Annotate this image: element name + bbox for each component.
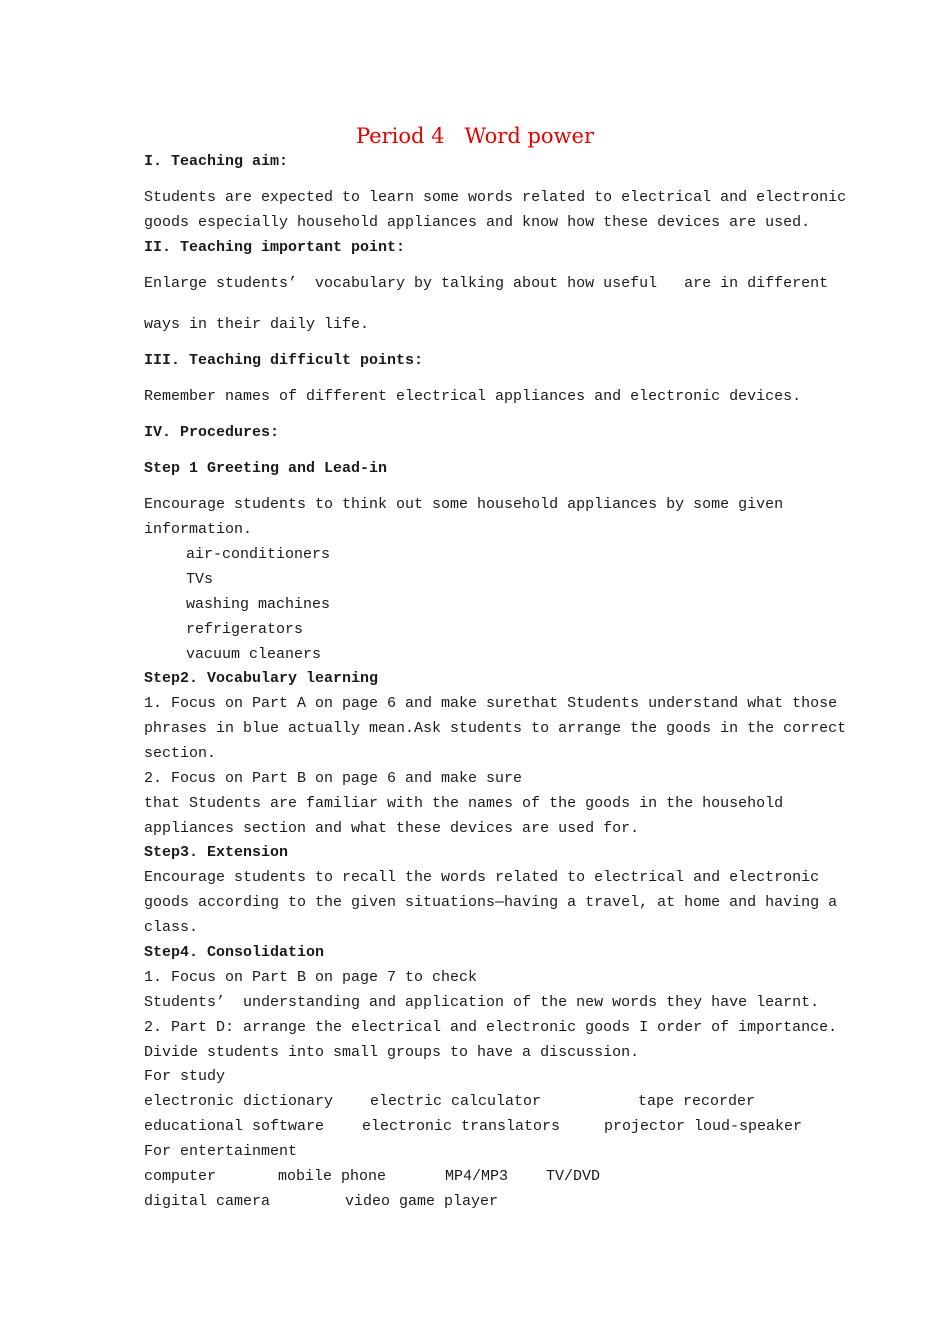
step2-text-line: section.	[144, 745, 217, 762]
entertainment-item: TV/DVD	[546, 1168, 601, 1185]
step1-heading: Step 1 Greeting and Lead-in	[144, 460, 388, 477]
step2-text-line: 2. Focus on Part B on page 6 and make sure	[144, 770, 523, 787]
entertainment-item: computer	[144, 1168, 217, 1185]
important-text-line: ways in their daily life.	[144, 316, 370, 333]
appliance-item: air-conditioners	[186, 546, 331, 563]
step3-text-line: goods according to the given situations—having a travel, at home and having a	[144, 894, 838, 911]
step2-text-line: 1. Focus on Part A on page 6 and make surethat Students understand what those	[144, 695, 838, 712]
step2-text-line: appliances section and what these devices are used for.	[144, 820, 640, 837]
study-item: electronic dictionary	[144, 1093, 334, 1110]
aim-heading: I. Teaching aim:	[144, 153, 289, 170]
entertainment-item: digital camera	[144, 1193, 271, 1210]
step1-text-line: Encourage students to think out some household appliances by some given	[144, 496, 784, 513]
step4-heading: Step4. Consolidation	[144, 944, 325, 961]
entertainment-label: For entertainment	[144, 1143, 298, 1160]
appliance-item: TVs	[186, 571, 214, 588]
difficult-text: Remember names of different electrical appliances and electronic devices.	[144, 388, 802, 405]
aim-text-line: Students are expected to learn some words related to electrical and electronic	[144, 189, 847, 206]
entertainment-item: mobile phone	[278, 1168, 387, 1185]
step3-heading: Step3. Extension	[144, 844, 289, 861]
step3-text-line: class.	[144, 919, 199, 936]
study-item: electric calculator	[370, 1093, 542, 1110]
step3-text-line: Encourage students to recall the words related to electrical and electronic	[144, 869, 820, 886]
appliance-item: washing machines	[186, 596, 331, 613]
difficult-heading: III. Teaching difficult points:	[144, 352, 424, 369]
step2-text-line: phrases in blue actually mean.Ask students to arrange the goods in the correct	[144, 720, 847, 737]
entertainment-item: video game player	[345, 1193, 499, 1210]
page-title: Period 4 Word power	[355, 124, 594, 148]
procedures-heading: IV. Procedures:	[144, 424, 280, 441]
important-text-line: Enlarge students’ vocabulary by talking about how useful are in different	[144, 275, 829, 292]
aim-text-line: goods especially household appliances and know how these devices are used.	[144, 214, 811, 231]
study-item: educational software	[144, 1118, 325, 1135]
step4-text-line: Students’ understanding and application of the new words they have learnt.	[144, 994, 820, 1011]
study-item: tape recorder	[638, 1093, 756, 1110]
step1-text-line: information.	[144, 521, 253, 538]
step2-text-line: that Students are familiar with the names of the goods in the household	[144, 795, 784, 812]
study-label: For study	[144, 1068, 226, 1085]
step4-text-line: 1. Focus on Part B on page 7 to check	[144, 969, 478, 986]
entertainment-item: MP4/MP3	[445, 1168, 509, 1185]
step4-text-line: 2. Part D: arrange the electrical and electronic goods I order of importance.	[144, 1019, 838, 1036]
appliance-item: refrigerators	[186, 621, 304, 638]
appliance-item: vacuum cleaners	[186, 646, 322, 663]
step2-heading: Step2. Vocabulary learning	[144, 670, 379, 687]
step4-text-line: Divide students into small groups to have a discussion.	[144, 1044, 640, 1061]
study-item: projector loud-speaker	[604, 1118, 803, 1135]
study-item: electronic translators	[362, 1118, 561, 1135]
important-heading: II. Teaching important point:	[144, 239, 406, 256]
